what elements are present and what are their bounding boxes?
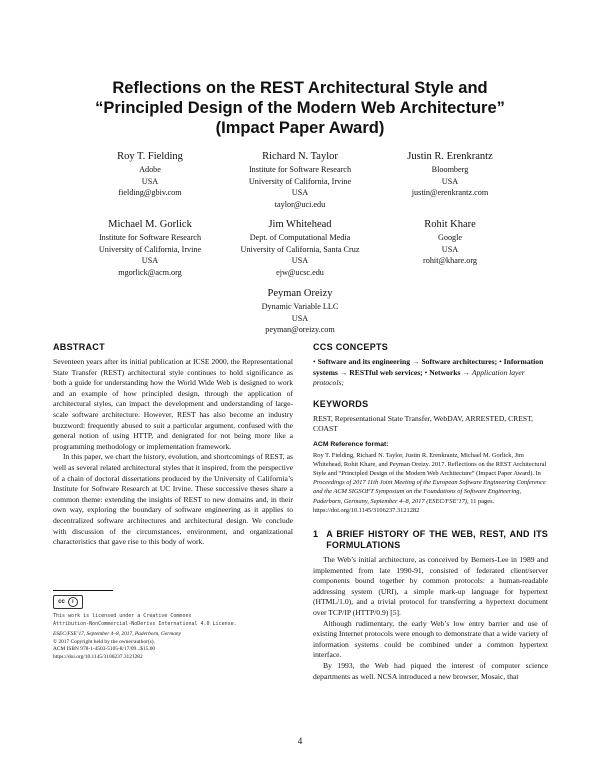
ccs-bullet: •: [424, 367, 428, 377]
copyright-line: © 2017 Copyright held by the owner/author(s).: [53, 638, 155, 645]
author-country: USA: [291, 313, 309, 323]
author-name: Justin R. Erenkrantz: [407, 151, 493, 162]
author-country: USA: [141, 176, 159, 186]
acm-reference-heading: ACM Reference format:: [313, 440, 389, 448]
author-country: USA: [141, 256, 159, 265]
right-column: [313, 342, 548, 682]
author-country: USA: [441, 244, 459, 254]
author-email: justin@erenkrantz.com: [411, 188, 489, 197]
author-country: USA: [291, 256, 309, 265]
keywords-heading: KEYWORDS: [313, 398, 369, 409]
keywords-text: REST, Representational State Transfer, WebDAV, ARRESTED, CREST, COAST: [313, 413, 534, 434]
ccs-subterm-2: RESTful web services;: [349, 367, 423, 377]
ccs-term-2: Information systems: [313, 357, 544, 377]
ccs-term-3: Networks: [429, 367, 461, 377]
title-line-2: “Principled Design of the Modern Web Architecture”: [95, 99, 505, 117]
abstract-paragraph-2: In this paper, we chart the history, evolution, and shortcomings of REST, as well as several related architectural styles that it inspired, from the perspective of a chain of doctoral dissertations produced by the University of California’s Institute for Software Research at UC Irvine. These successive theses share a common theme: extending the insights of REST to new domains and, in their own way, exploring the boundary of software engineering as it applies to decentralized software architectures and architectural design. We conclude with discussion of the circumstances, environment, and organizational characteristics that gave rise to this body of work.: [53, 452, 293, 547]
author-name: Peyman Oreizy: [267, 288, 333, 299]
section-1-heading: [313, 529, 548, 552]
ccs-bullet: •: [499, 357, 502, 366]
section-1-paragraph-1: The Web’s initial architecture, as conceived by Berners-Lee in 1989 and implemented from late 1990-91, consisted of federated client/server components bound together by common protocols: a human-readable addressing system (URI), a simple mark-up language for hypertext (HTML/1.0), and a trivial protocol for transferring a hypertext document over TCP/IP (HTTP/0.9) [5].: [313, 554, 548, 617]
author-affiliation: Google: [437, 233, 463, 242]
author-block-oreizy: [205, 287, 395, 336]
conference-line: ESEC/FSE’17, September 4–8, 2017, Paderborn, Germany: [53, 631, 182, 637]
paper-title: [40, 78, 560, 138]
reference-pages: 11 pages.: [468, 497, 495, 505]
reference-doi-link[interactable]: https://doi.org/10.1145/3106237.3121282: [313, 506, 420, 514]
copyright-footnote: [53, 631, 293, 661]
section-1-paragraph-3: By 1993, the Web had piqued the interest of computer science departments as well. NCSA introduced a new browser, Mosaic, that: [313, 660, 548, 681]
author-name: Roy T. Fielding: [117, 151, 183, 162]
ccs-heading: CCS CONCEPTS: [313, 342, 389, 352]
license-line-1: This work is licensed under a Creative Commons: [53, 613, 192, 619]
by-icon: i: [68, 597, 78, 607]
author-affiliation: Institute for Software Research: [248, 165, 352, 174]
section-title: A BRIEF HISTORY OF THE WEB, REST, AND ITS FORMULATIONS: [326, 528, 548, 551]
cc-badge-text: cc: [58, 599, 65, 605]
reference-venue: Proceedings of 2017 11th Joint Meeting of the European Software Engineering Conference and the ACM SIGSOFT Symposium on the Foundations of Software Engineering, Paderborn, Germany, September 4–8, 2017 (ESEC/FSE’17),: [313, 479, 546, 505]
footnote-divider: [53, 590, 113, 591]
author-name: Richard N. Taylor: [262, 151, 338, 162]
creative-commons-badge: [53, 595, 83, 609]
author-name: Rohit Khare: [424, 219, 476, 230]
author-affiliation: Institute for Software Research: [98, 233, 202, 242]
title-line-3: (Impact Paper Award): [215, 119, 385, 137]
ccs-arrow-1: →: [411, 357, 420, 366]
ccs-term-1: Software and its engineering: [317, 357, 411, 366]
author-affiliation: Adobe: [139, 165, 161, 174]
author-name: Michael M. Gorlick: [108, 219, 192, 230]
ccs-concepts-text: [313, 357, 548, 389]
author-email: ejw@ucsc.edu: [276, 267, 324, 277]
ccs-bullet: •: [313, 357, 316, 366]
reference-authors: Roy T. Fielding, Richard N. Taylor, Justin R. Erenkrantz, Michael M. Gorlick, Jim Whitehead, Rohit Khare, and Peyman Oreizy. 2017. Reflections on the REST Architectural Style and “Principled Design of the Modern Web Architecture” (Impact Paper Award). In: [313, 451, 547, 477]
author-email: mgorlick@acm.org: [118, 267, 182, 277]
doi-line: https://doi.org/10.1145/3106237.3121282: [53, 653, 143, 660]
abstract-paragraph-1: Seventeen years after its initial publication at ICSE 2000, the Representational State Transfer (REST) architectural style continues to hold significance as both a guide for understanding how the World Wide Web is designed to work and an example of how principled design, through the application of architectural styles, can impact the development and understanding of large-scale software architecture. However, REST has also become an industry buzzword: frequently abused to suit a particular argument, confused with the general notion of using HTTP, and denigrated for not being more like a programming methodology or implementation framework.: [53, 357, 293, 451]
license-line-2: Attribution-NonCommercial-NoDerivs International 4.0 License.: [53, 621, 237, 627]
author-block-khare: [355, 218, 545, 267]
isbn-line: ACM ISBN 978-1-4503-5105-8/17/09...$15.00: [53, 646, 156, 653]
ccs-subterm-1: Software architectures;: [421, 357, 498, 366]
section-1-paragraph-2: Although rudimentary, the early Web’s low entry barrier and use of existing Internet protocols were enough to demonstrate that a wide variety of information systems could be combined under a common hypertext interface.: [313, 618, 548, 660]
title-line-1: Reflections on the REST Architectural Style and: [112, 79, 488, 97]
page-number: 4: [297, 736, 303, 746]
author-affiliation: Dept. of Computational Media: [249, 233, 351, 242]
section-number: 1: [313, 528, 319, 539]
author-block-erenkrantz: [355, 150, 545, 199]
ccs-arrow-3: →: [462, 367, 470, 377]
license-text: [53, 612, 293, 628]
abstract-heading: ABSTRACT: [53, 342, 105, 352]
ccs-subterm-3: Application layer protocols;: [313, 367, 525, 388]
author-email: taylor@uci.edu: [274, 199, 326, 209]
author-affiliation: Bloomberg: [431, 165, 469, 174]
author-country: USA: [291, 188, 309, 197]
author-email: rohit@khare.org: [423, 256, 477, 265]
author-university: University of California, Irvine: [248, 176, 352, 186]
author-university: University of California, Irvine: [98, 244, 202, 254]
author-email: peyman@oreizy.com: [265, 325, 335, 334]
acm-reference-text: [313, 451, 548, 515]
author-name: Jim Whitehead: [268, 219, 332, 230]
author-country: USA: [441, 176, 459, 186]
abstract-section: [53, 342, 293, 548]
author-affiliation: Dynamic Variable LLC: [261, 302, 339, 311]
ccs-arrow-2: →: [339, 367, 348, 377]
author-email: fielding@gbiv.com: [118, 188, 182, 197]
author-university: University of California, Santa Cruz: [240, 244, 360, 254]
